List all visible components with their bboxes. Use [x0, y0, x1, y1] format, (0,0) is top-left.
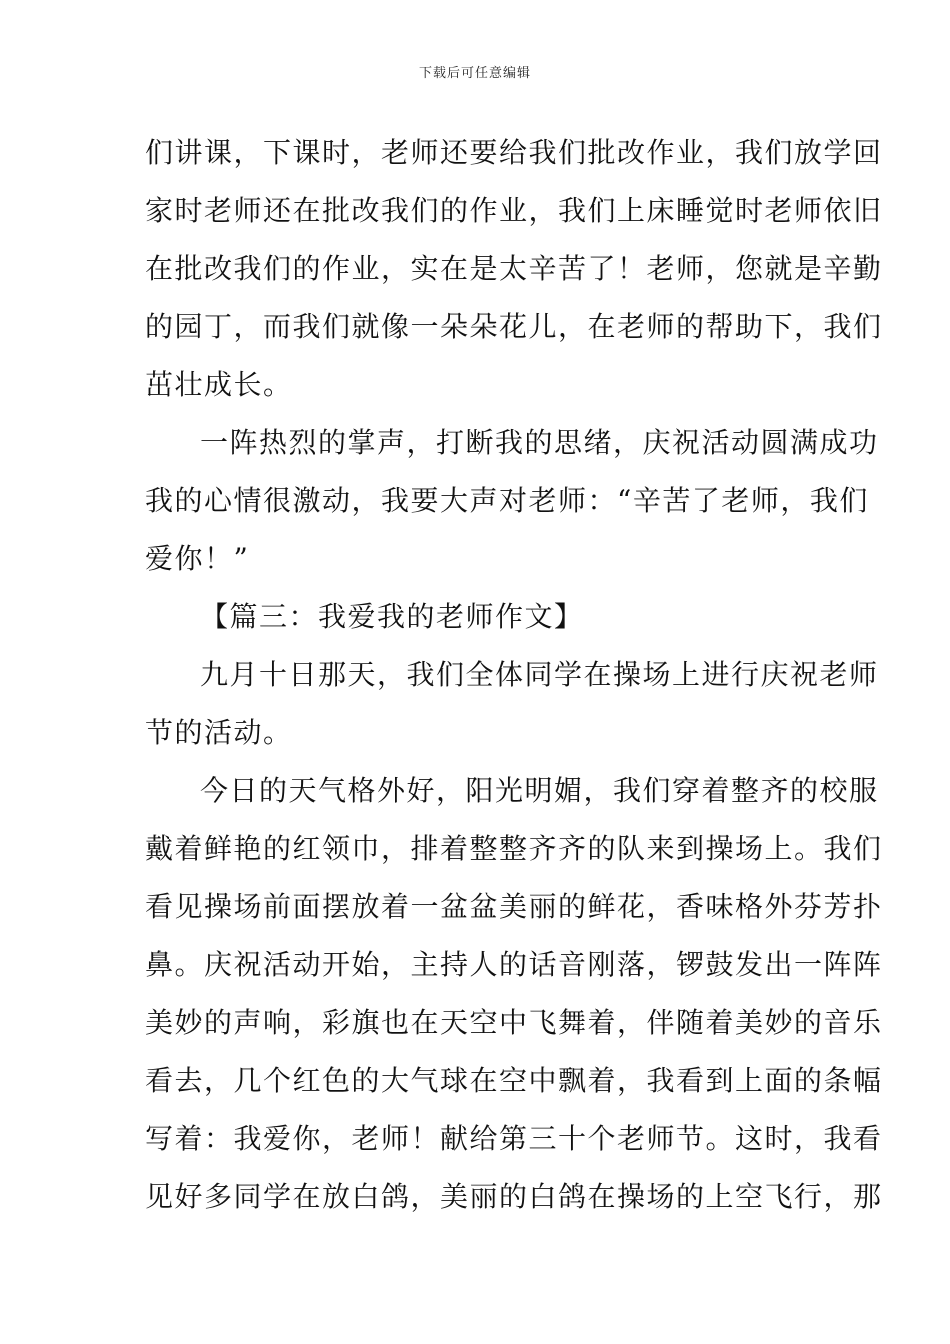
text-line: 见好多同学在放白鸽，美丽的白鸽在操场的上空飞行，那	[145, 1180, 883, 1213]
text-line: 爱你！”	[145, 542, 250, 575]
text-line: 今日的天气格外好，阳光明媚，我们穿着整齐的校服	[200, 774, 879, 807]
text-line: 写着：我爱你，老师！献给第三十个老师节。这时，我看	[145, 1122, 883, 1155]
text-line: 看见操场前面摆放着一盆盆美丽的鲜花，香味格外芬芳扑	[145, 890, 883, 923]
page-header-note: 下载后可任意编辑	[418, 66, 531, 81]
section-heading: 【篇三：我爱我的老师作文】	[200, 600, 584, 633]
text-line: 鼻。庆祝活动开始，主持人的话音刚落，锣鼓发出一阵阵	[145, 948, 883, 981]
text-line: 美妙的声响，彩旗也在天空中飞舞着，伴随着美妙的音乐	[145, 1006, 883, 1039]
text-line: 的园丁，而我们就像一朵朵花儿，在老师的帮助下，我们	[145, 310, 883, 343]
text-line: 在批改我们的作业，实在是太辛苦了！老师，您就是辛勤	[145, 252, 883, 285]
text-line: 家时老师还在批改我们的作业，我们上床睡觉时老师依旧	[145, 194, 883, 227]
text-line: 看去，几个红色的大气球在空中飘着，我看到上面的条幅	[145, 1064, 883, 1097]
text-line: 茁壮成长。	[145, 368, 293, 401]
text-line: 戴着鲜艳的红领巾，排着整整齐齐的队来到操场上。我们	[145, 832, 883, 865]
text-line: 一阵热烈的掌声，打断我的思绪，庆祝活动圆满成功	[200, 426, 879, 459]
text-line: 们讲课，下课时，老师还要给我们批改作业，我们放学回	[145, 136, 883, 169]
document-body	[145, 124, 883, 1226]
text-line: 我的心情很激动，我要大声对老师：“辛苦了老师，我们	[145, 484, 869, 517]
text-line: 节的活动。	[145, 716, 293, 749]
text-line: 九月十日那天，我们全体同学在操场上进行庆祝老师	[200, 658, 879, 691]
